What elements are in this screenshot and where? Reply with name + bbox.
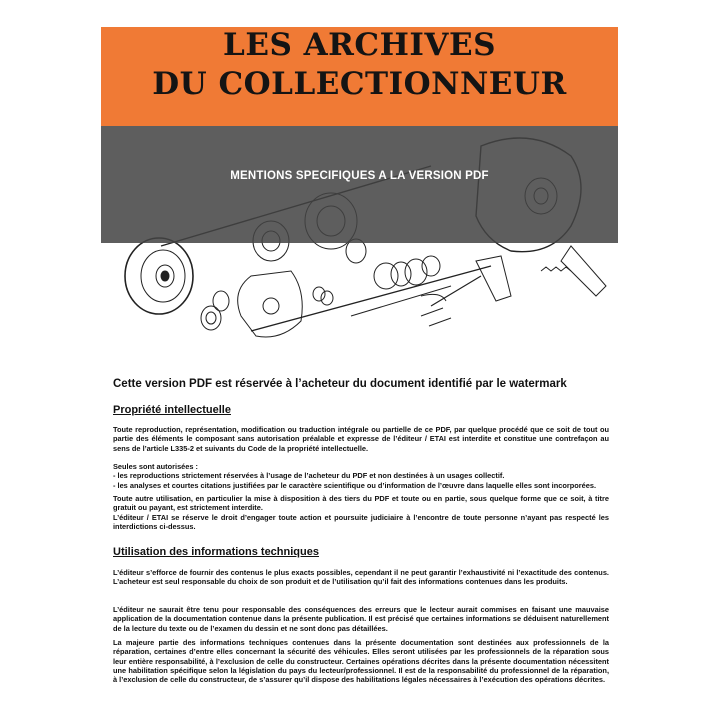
section2-heading: Utilisation des informations techniques (113, 546, 319, 558)
section1-para3: Toute autre utilisation, en particulier la mise à disposition à des tiers du PDF et toute ou en partie, sous quelque forme que ce soit, à titre gratuit ou payant, est strictement interdite. (113, 494, 609, 513)
section2-para2: L’éditeur ne saurait être tenu pour responsable des conséquences des erreurs que le lecteur aurait commises en faisant une mauvaise application de la documentation contenue dans la présente publication. Il est précisé que certaines informations se déduisent naturellement de la lecture du texte ou de l’examen du dessin et ne sont donc pas détaillées. (113, 605, 609, 633)
section2-para1: L’éditeur s’efforce de fournir des contenus le plus exacts possibles, cependant il ne peut garantir l’exhaustivité ni l’exactitude des contenus. L’acheteur est seul responsable du choix de son produit et de l’utilisation qu’il fait des informations contenues dans les produits. (113, 568, 609, 587)
section1-para1: Toute reproduction, représentation, modification ou traduction intégrale ou partielle de ce PDF, par quelque procédé que ce soit de tout ou partie des éléments le composant sans autorisation préalable et expresse de l’éditeur / ETAI est interdite et constitue une contrefaçon au sens de l’article L335-2 et suivants du Code de la propriété intellectuelle. (113, 425, 609, 453)
section2-para3: La majeure partie des informations techniques contenues dans la présente documentation sont destinées aux professionnels de la réparation, certaines d’entre elles concernant la sécurité des véhicules. Elles seront utilisées par les professionnels de la réparation sous leur entière responsabilité, à l’exclusion de celle du constructeur. Certaines opérations décrites dans la présente documentation nécessitent une habilitation spécifique selon la législation du pays du lecteur/professionnel. Il est de la responsabilité du professionnel de la réparation, à l’exclusion de celle du constructeur, de s’assurer qu’il dispose des habilitations légales nécessaires à l’exécution des opérations décrites. (113, 638, 609, 685)
section1-heading: Propriété intellectuelle (113, 404, 231, 416)
authorized-title: Seules sont autorisées : (113, 462, 199, 471)
banner-title-line2: DU COLLECTIONNEUR (152, 66, 567, 102)
band-title: MENTIONS SPECIFIQUES A LA VERSION PDF (230, 170, 489, 182)
watermark-notice: Cette version PDF est réservée à l’acheteur du document identifié par le watermark (113, 378, 567, 390)
authorized-item2: - les analyses et courtes citations justifiées par le caractère scientifique ou d’information de l’œuvre dans laquelle elles sont incorporées. (113, 480, 597, 490)
authorized-item1: - les reproductions strictement réservées à l’usage de l’acheteur du PDF et non destinées à un usages collectif. (113, 471, 505, 481)
header-banner (101, 27, 618, 126)
section1-authorized-block (113, 462, 609, 490)
banner-title-line1: LES ARCHIVES (223, 27, 496, 63)
title-band (101, 126, 618, 243)
section1-para4: L’éditeur / ETAI se réserve le droit d’engager toute action et poursuite judiciaire à l’encontre de toute personne n’ayant pas respecté les interdictions ci-dessus. (113, 513, 609, 532)
